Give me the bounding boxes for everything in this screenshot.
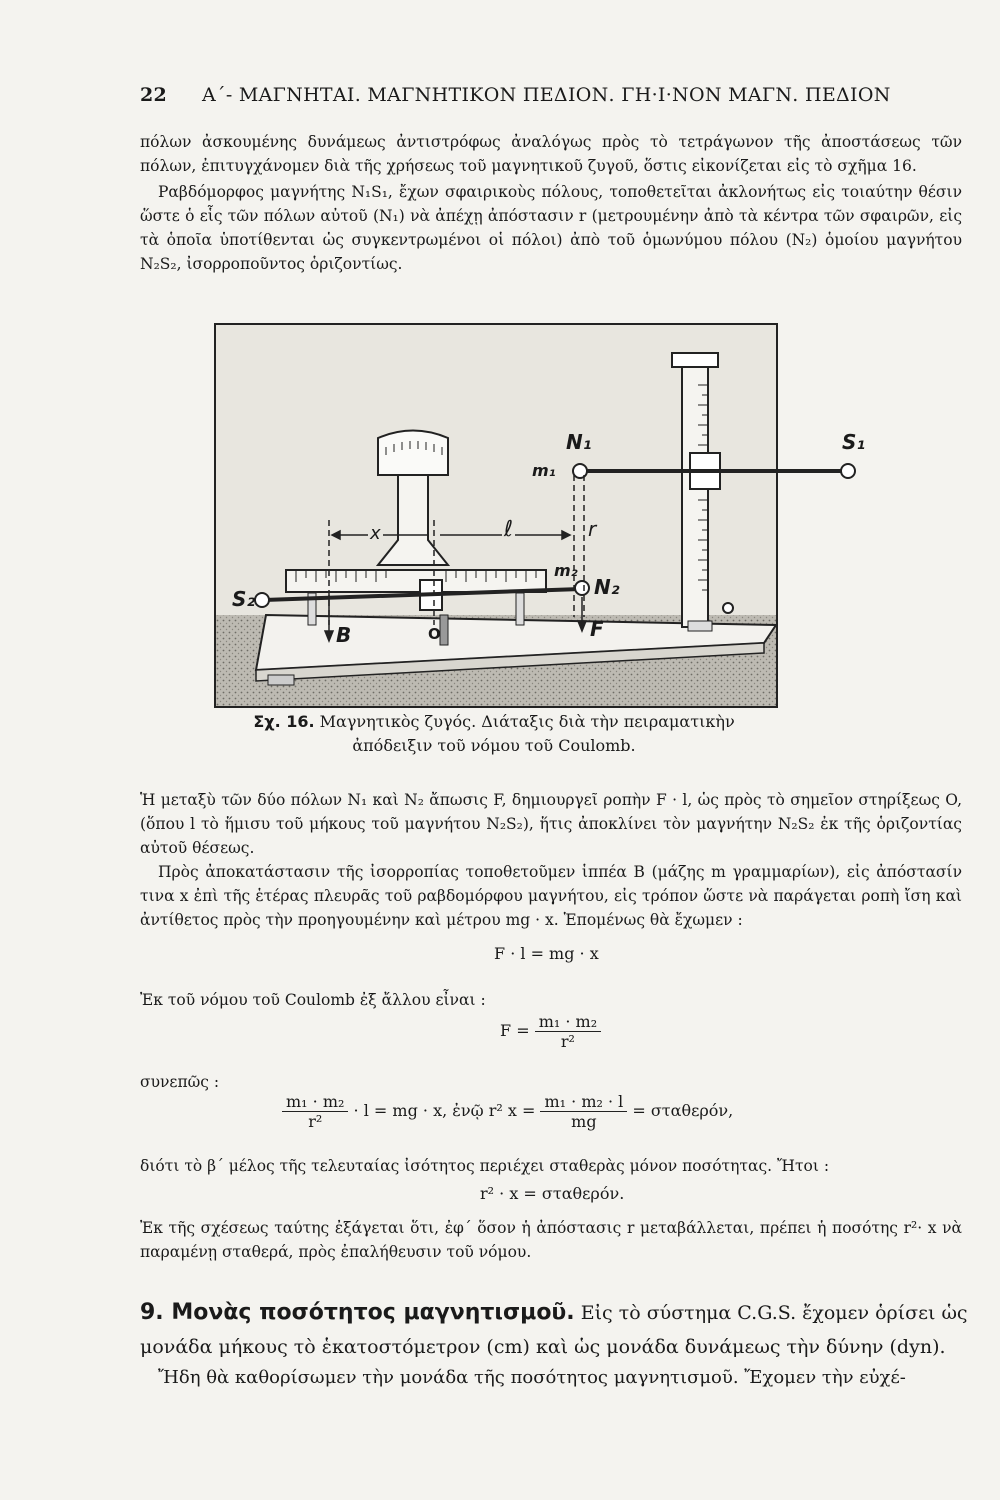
paragraph-9: Ἤδη θὰ καθορίσωμεν τὴν μονάδα τῆς ποσότητος μαγνητισμοῦ. Ἔχομεν τὴν εὐχέ- xyxy=(158,1367,906,1388)
eq2-denominator: r² xyxy=(560,1032,575,1051)
section-9 xyxy=(140,1296,970,1364)
label-s1: S₁ xyxy=(842,430,866,454)
section-title: 9. Μονὰς ποσότητος μαγνητισμοῦ. xyxy=(140,1300,575,1325)
label-l: ℓ xyxy=(504,517,514,542)
eq3-denominator-1: r² xyxy=(308,1112,323,1131)
meter-dial xyxy=(378,431,448,476)
figure-magnetic-balance xyxy=(214,323,866,708)
running-header xyxy=(140,84,960,112)
eq3-fraction-1 xyxy=(282,1092,348,1131)
section-text: Εἰς τὸ σύστημα C.G.S. ἔχομεν ὁρίσει ὡς μονάδα μήκους τὸ ἑκατοστόμετρον (cm) καὶ ὡς μονάδα δυνάμεως τὴν δύνην (dyn). xyxy=(140,1302,968,1358)
paragraph-5: Ἐκ τοῦ νόμου τοῦ Coulomb ἐξ ἄλλου εἶναι : xyxy=(140,991,486,1009)
paragraph-4: Πρὸς ἀποκατάστασιν τῆς ἰσορροπίας τοποθετοῦμεν ἱππέα B (μάζης m γραμμαρίων), εἰς ἀπόστασίν τινα x ἐπὶ τῆς ἑτέρας πλευρᾶς τοῦ ραβδομόρφου μαγνήτου, εἰς τρόπον ὥστε νὰ παράγεται ροπὴ ἴση καὶ ἀντίθετος πρὸς τὴν προηγουμένην καὶ μέτρου mg · x. Ἑπομένως θὰ ἔχωμεν : xyxy=(140,863,962,929)
label-n1: N₁ xyxy=(566,430,592,454)
label-n2: N₂ xyxy=(594,575,620,599)
label-m1: m₁ xyxy=(532,461,556,480)
eq3-numerator-2: m₁ · m₂ · l xyxy=(540,1092,627,1112)
equation-moment: F · l = mg · x xyxy=(494,944,599,963)
caption-label: Σχ. 16. xyxy=(253,712,315,731)
eq2-numerator: m₁ · m₂ xyxy=(535,1012,601,1032)
label-f: F xyxy=(590,617,604,641)
eq3-end: = σταθερόν, xyxy=(632,1101,734,1120)
paragraph-1: πόλων ἀσκουμένης δυνάμεως ἀντιστρόφως ἀναλόγως πρὸς τὸ τετράγωνον τῆς ἀποστάσεως τῶν πόλων, ἐπιτυγχάνομεν διὰ τῆς χρήσεως τοῦ μαγνητικοῦ ζυγοῦ, ὅστις εἰκονίζεται εἰς τὸ σχῆμα 16. xyxy=(140,133,962,175)
paragraph-7: διότι τὸ β΄ μέλος τῆς τελευταίας ἰσότητος περιέχει σταθερὰς μόνον ποσότητας. Ἤτοι : xyxy=(140,1157,830,1175)
equation-result: r² · x = σταθερόν. xyxy=(480,1184,625,1203)
chapter-title: Α΄- ΜΑΓΝΗΤΑΙ. ΜΑΓΝΗΤΙΚΟΝ ΠΕΔΙΟΝ. ΓΗ·Ι·ΝΟΝ ΜΑΓΝ. ΠΕΔΙΟΝ xyxy=(202,84,891,106)
figure-caption xyxy=(214,710,774,758)
page-number: 22 xyxy=(140,84,168,106)
paragraph-2: Ραβδόμορφος μαγνήτης N₁S₁, ἔχων σφαιρικοὺς πόλους, τοποθετεῖται ἀκλονήτως εἰς τοιαύτην θέσιν ὥστε ὁ εἷς τῶν πόλων αὐτοῦ (N₁) νὰ ἀπέχῃ ἀπόστασιν r (μετρουμένην ἀπὸ τὰ κέντρα τῶν σφαιρῶν, εἰς τὰ ὁποῖα ὑποτίθενται ὡς συγκεντρωμένοι οἱ πόλοι) ἀπὸ τοῦ ὁμωνύμου πόλου (N₂) ὁμοίου μαγνήτου N₂S₂, ἰσορροποῦντος ὁριζοντίως. xyxy=(140,183,962,273)
vertical-scale-post xyxy=(682,365,708,627)
label-s2: S₂ xyxy=(232,587,256,611)
eq3-middle: · l = mg · x, ἐνῷ r² x = xyxy=(353,1101,536,1120)
pole-n1 xyxy=(573,464,587,478)
paragraph-6: συνεπῶς : xyxy=(140,1073,220,1091)
central-pillar xyxy=(378,475,448,565)
equation-constant xyxy=(282,1092,733,1131)
paragraph-3: Ἡ μεταξὺ τῶν δύο πόλων N₁ καὶ N₂ ἄπωσις F, δημιουργεῖ ροπὴν F · l, ὡς πρὸς τὸ σημεῖον στηρίξεως O, (ὅπου l τὸ ἥμισυ τοῦ μήκους τοῦ μαγνήτου N₂S₂), ἥτις ἀποκλίνει τὸν μαγνήτην N₂S₂ ἐκ τῆς ὁριζοντίας αὐτοῦ θέσεως. xyxy=(140,791,962,857)
pole-s2 xyxy=(255,593,269,607)
pole-n2 xyxy=(575,581,589,595)
label-b: B xyxy=(336,623,352,647)
label-m2: m₂ xyxy=(554,561,578,580)
scale-bar xyxy=(286,570,546,592)
paragraph-8: Ἐκ τῆς σχέσεως ταύτης ἐξάγεται ὅτι, ἐφ΄ ὅσον ἡ ἀπόστασις r μεταβάλλεται, πρέπει ἡ ποσότης r²· x νὰ παραμένῃ σταθερά, πρὸς ἐπαλήθευσιν τοῦ νόμου. xyxy=(140,1219,962,1261)
label-x: x xyxy=(370,523,381,544)
eq3-fraction-2 xyxy=(540,1092,627,1131)
equation-coulomb xyxy=(500,1012,601,1051)
label-r: r xyxy=(588,517,597,541)
eq3-denominator-2: mg xyxy=(571,1112,597,1131)
pole-s1 xyxy=(841,464,855,478)
eq3-numerator-1: m₁ · m₂ xyxy=(282,1092,348,1112)
label-o: O xyxy=(428,625,441,643)
magnetic-balance-illustration xyxy=(216,325,776,706)
caption-text: Μαγνητικὸς ζυγός. Διάταξις διὰ τὴν πειραματικὴν ἀπόδειξιν τοῦ νόμου τοῦ Coulomb. xyxy=(319,712,735,755)
eq2-lhs: F = xyxy=(500,1021,530,1040)
eq2-fraction xyxy=(535,1012,601,1051)
